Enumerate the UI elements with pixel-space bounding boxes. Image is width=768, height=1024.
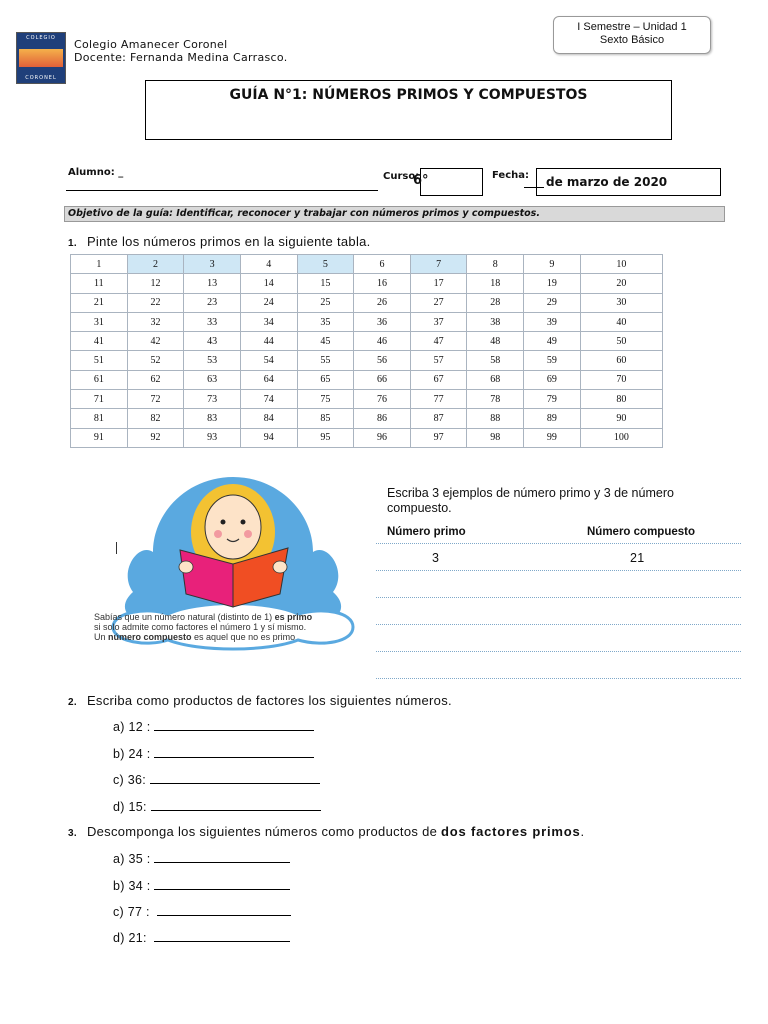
number-cell[interactable]: 24 (240, 293, 297, 312)
number-cell[interactable]: 6 (354, 255, 411, 274)
curso-value: 6° (413, 173, 429, 188)
girl-reading-illustration (108, 472, 358, 677)
q2-answer-d[interactable] (151, 799, 321, 811)
number-cell[interactable]: 36 (354, 312, 411, 331)
q2-answer-b[interactable] (154, 746, 314, 758)
table-row (71, 293, 663, 312)
examples-line-2 (376, 570, 741, 571)
q2-item-a: a) 12 : (113, 719, 314, 734)
table-row (71, 255, 663, 274)
number-cell[interactable]: 92 (127, 428, 184, 447)
table-row (71, 370, 663, 389)
curso-label: Curso: (383, 171, 420, 182)
composite-example[interactable]: 21 (630, 551, 645, 565)
number-cell[interactable]: 8 (467, 255, 524, 274)
number-cell[interactable]: 93 (184, 428, 241, 447)
hand-left (179, 561, 193, 573)
number-cell[interactable]: 99 (524, 428, 581, 447)
q3-item-c: c) 77 : (113, 904, 291, 919)
question-2-number: 2. (68, 697, 77, 708)
number-cell[interactable]: 76 (354, 390, 411, 409)
fecha-label: Fecha: (492, 170, 530, 181)
table-row (71, 351, 663, 370)
number-cell[interactable]: 82 (127, 409, 184, 428)
number-cell[interactable]: 38 (467, 312, 524, 331)
q2-item-c: c) 36: (113, 772, 320, 787)
number-cell[interactable]: 7 (410, 255, 467, 274)
number-cell[interactable]: 79 (524, 390, 581, 409)
question-3-emphasis: dos factores primos (441, 824, 581, 839)
number-cell[interactable]: 66 (354, 370, 411, 389)
objective-bar (64, 206, 725, 222)
number-cell[interactable]: 17 (410, 274, 467, 293)
face-shape (205, 495, 261, 559)
cheek-right (244, 530, 252, 538)
hand-right (273, 561, 287, 573)
question-1-number: 1. (68, 238, 77, 249)
prime-example[interactable]: 3 (432, 551, 440, 565)
number-cell[interactable]: 13 (184, 274, 241, 293)
illustration-caption: Sabías que un número natural (distinto de 1) es primo si solo admite como factores el número 1 y sí mismo. Un número compuesto es aquel que no es primo (94, 612, 313, 642)
question-3: 3. Descomponga los siguientes números como productos de dos factores primos. (68, 824, 585, 839)
number-cell[interactable]: 47 (410, 332, 467, 351)
number-cell[interactable]: 40 (580, 312, 662, 331)
number-cell[interactable]: 78 (467, 390, 524, 409)
number-cell[interactable]: 19 (524, 274, 581, 293)
number-cell[interactable]: 73 (184, 390, 241, 409)
question-2-text: Escriba como productos de factores los siguientes números. (86, 693, 452, 708)
number-cell[interactable]: 72 (127, 390, 184, 409)
number-cell[interactable]: 91 (71, 428, 128, 447)
number-cell[interactable]: 48 (467, 332, 524, 351)
composite-column-header: Número compuesto (587, 526, 695, 538)
number-cell[interactable]: 70 (580, 370, 662, 389)
number-cell[interactable]: 20 (580, 274, 662, 293)
number-cell[interactable]: 26 (354, 293, 411, 312)
number-cell[interactable]: 30 (580, 293, 662, 312)
number-cell[interactable]: 37 (410, 312, 467, 331)
number-cell[interactable]: 85 (297, 409, 354, 428)
number-cell[interactable]: 34 (240, 312, 297, 331)
table-row (71, 428, 663, 447)
school-info (74, 38, 288, 64)
teacher-name: Docente: Fernanda Medina Carrasco. (74, 51, 288, 64)
number-cell[interactable]: 100 (580, 428, 662, 447)
number-cell[interactable]: 60 (580, 351, 662, 370)
number-cell[interactable]: 88 (467, 409, 524, 428)
q2-answer-c[interactable] (150, 772, 320, 784)
number-cell[interactable]: 75 (297, 390, 354, 409)
number-cell[interactable]: 89 (524, 409, 581, 428)
number-cell[interactable]: 94 (240, 428, 297, 447)
number-cell[interactable]: 84 (240, 409, 297, 428)
number-cell[interactable]: 31 (71, 312, 128, 331)
number-cell[interactable]: 77 (410, 390, 467, 409)
number-cell[interactable]: 71 (71, 390, 128, 409)
cheek-left (214, 530, 222, 538)
logo-sunrise-icon (19, 49, 63, 67)
number-cell[interactable]: 59 (524, 351, 581, 370)
question-1 (68, 234, 371, 249)
number-cell[interactable]: 50 (580, 332, 662, 351)
number-cell[interactable]: 96 (354, 428, 411, 447)
number-cell[interactable]: 49 (524, 332, 581, 351)
number-cell[interactable]: 21 (71, 293, 128, 312)
school-logo (16, 32, 66, 84)
illustration (94, 472, 358, 677)
number-cell[interactable]: 68 (467, 370, 524, 389)
grade-label: Sexto Básico (599, 34, 665, 46)
number-cell[interactable]: 69 (524, 370, 581, 389)
number-cell[interactable]: 57 (410, 351, 467, 370)
question-1-text: Pinte los números primos en la siguiente tabla. (86, 234, 371, 249)
number-cell[interactable]: 41 (71, 332, 128, 351)
examples-heading: Escriba 3 ejemplos de número primo y 3 de número compuesto. (387, 486, 674, 515)
alumno-value[interactable]: _ (118, 167, 124, 178)
numbers-table (70, 254, 663, 448)
logo-text-top: COLEGIO (26, 35, 56, 41)
number-cell[interactable]: 3 (184, 255, 241, 274)
number-cell[interactable]: 23 (184, 293, 241, 312)
number-cell[interactable]: 81 (71, 409, 128, 428)
number-cell[interactable]: 14 (240, 274, 297, 293)
q3-answer-b[interactable] (154, 878, 290, 890)
number-cell[interactable]: 87 (410, 409, 467, 428)
table-row (71, 332, 663, 351)
fecha-field[interactable] (536, 168, 721, 196)
question-3-text: Descomponga los siguientes números como productos de (86, 824, 442, 839)
q3-item-d: d) 21: (113, 930, 290, 945)
number-cell[interactable]: 1 (71, 255, 128, 274)
title-box (145, 80, 672, 140)
number-cell[interactable]: 98 (467, 428, 524, 447)
semester-box (553, 16, 711, 54)
number-cell[interactable]: 11 (71, 274, 128, 293)
number-cell[interactable]: 39 (524, 312, 581, 331)
number-cell[interactable]: 29 (524, 293, 581, 312)
number-cell[interactable]: 4 (240, 255, 297, 274)
prime-column-header: Número primo (387, 526, 466, 538)
q2-item-d: d) 15: (113, 799, 321, 814)
number-cell[interactable]: 64 (240, 370, 297, 389)
number-cell[interactable]: 12 (127, 274, 184, 293)
number-cell[interactable]: 10 (580, 255, 662, 274)
number-cell[interactable]: 18 (467, 274, 524, 293)
q2-answer-a[interactable] (154, 719, 314, 731)
number-cell[interactable]: 27 (410, 293, 467, 312)
examples-line-6 (376, 678, 741, 679)
q3-answer-d[interactable] (154, 930, 290, 942)
number-cell[interactable]: 80 (580, 390, 662, 409)
number-cell[interactable]: 54 (240, 351, 297, 370)
text-cursor (116, 542, 117, 554)
number-cell[interactable]: 52 (127, 351, 184, 370)
examples-line-3 (376, 597, 741, 598)
fecha-value: de marzo de 2020 (546, 175, 668, 189)
number-cell[interactable]: 95 (297, 428, 354, 447)
number-cell[interactable]: 22 (127, 293, 184, 312)
number-cell[interactable]: 42 (127, 332, 184, 351)
eye-left (221, 520, 226, 525)
alumno-line (66, 190, 378, 191)
number-cell[interactable]: 35 (297, 312, 354, 331)
number-cell[interactable]: 74 (240, 390, 297, 409)
question-2 (68, 693, 452, 708)
number-cell[interactable]: 65 (297, 370, 354, 389)
q3-answer-a[interactable] (154, 851, 290, 863)
number-cell[interactable]: 32 (127, 312, 184, 331)
curso-field[interactable] (413, 168, 483, 196)
number-cell[interactable]: 53 (184, 351, 241, 370)
number-cell[interactable]: 61 (71, 370, 128, 389)
number-cell[interactable]: 15 (297, 274, 354, 293)
examples-line-4 (376, 624, 741, 625)
question-3-number: 3. (68, 828, 77, 839)
q3-item-b: b) 34 : (113, 878, 290, 893)
number-cell[interactable]: 63 (184, 370, 241, 389)
number-cell[interactable]: 97 (410, 428, 467, 447)
number-cell[interactable]: 58 (467, 351, 524, 370)
number-cell[interactable]: 16 (354, 274, 411, 293)
q3-answer-c[interactable] (157, 904, 291, 916)
number-cell[interactable]: 51 (71, 351, 128, 370)
examples-line-1 (376, 543, 741, 544)
number-cell[interactable]: 46 (354, 332, 411, 351)
number-cell[interactable]: 33 (184, 312, 241, 331)
number-cell[interactable]: 44 (240, 332, 297, 351)
number-cell[interactable]: 2 (127, 255, 184, 274)
table-row (71, 274, 663, 293)
number-cell[interactable]: 55 (297, 351, 354, 370)
objective-text: Objetivo de la guía: Identificar, reconocer y trabajar con números primos y compuestos. (68, 208, 540, 219)
q2-item-b: b) 24 : (113, 746, 314, 761)
number-cell[interactable]: 9 (524, 255, 581, 274)
school-name: Colegio Amanecer Coronel (74, 38, 228, 51)
number-cell[interactable]: 67 (410, 370, 467, 389)
number-cell[interactable]: 5 (297, 255, 354, 274)
table-row (71, 312, 663, 331)
logo-text-bottom: CORONEL (25, 75, 57, 81)
number-cell[interactable]: 90 (580, 409, 662, 428)
alumno-label: Alumno: _ (68, 167, 124, 178)
number-cell[interactable]: 62 (127, 370, 184, 389)
number-cell[interactable]: 45 (297, 332, 354, 351)
q3-item-a: a) 35 : (113, 851, 290, 866)
examples-line-5 (376, 651, 741, 652)
number-cell[interactable]: 28 (467, 293, 524, 312)
number-cell[interactable]: 25 (297, 293, 354, 312)
page-title: GUÍA N°1: NÚMEROS PRIMOS Y COMPUESTOS (229, 87, 588, 103)
number-cell[interactable]: 43 (184, 332, 241, 351)
number-cell[interactable]: 86 (354, 409, 411, 428)
eye-right (241, 520, 246, 525)
number-cell[interactable]: 56 (354, 351, 411, 370)
table-row (71, 390, 663, 409)
number-cell[interactable]: 83 (184, 409, 241, 428)
table-row (71, 409, 663, 428)
semester-label: I Semestre – Unidad 1 (577, 21, 687, 33)
